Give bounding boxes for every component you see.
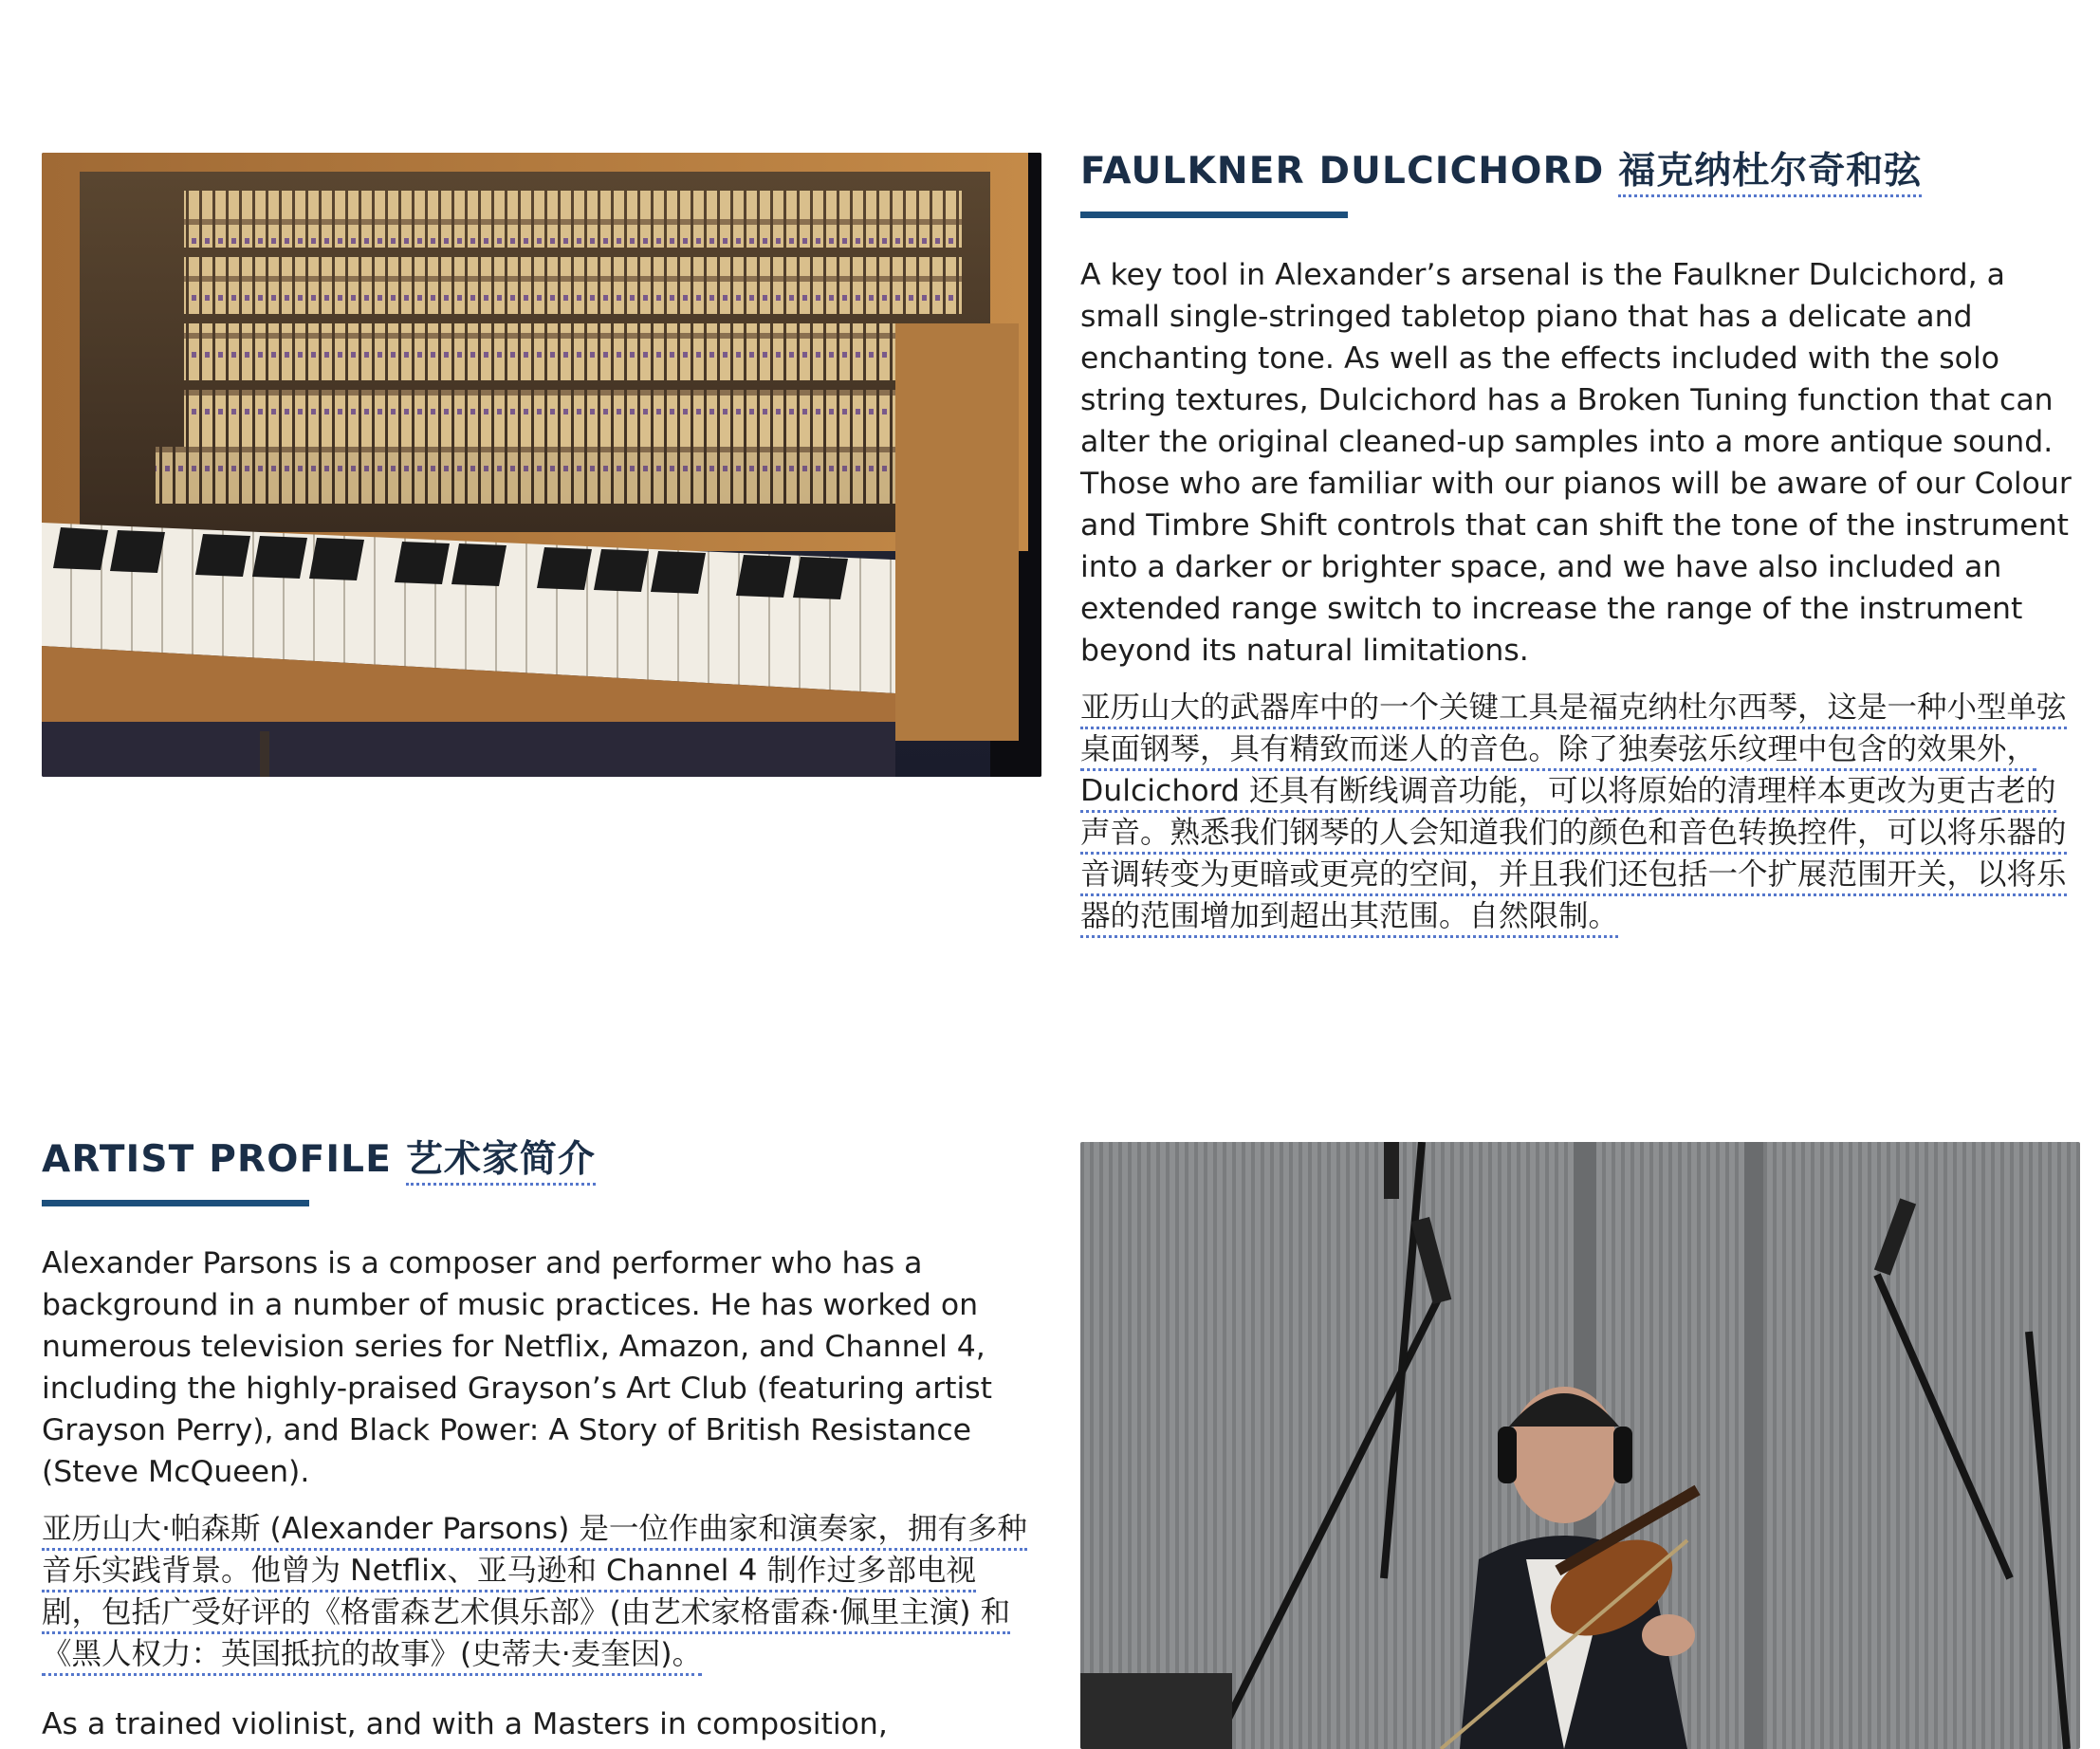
dulcichord-text <box>1080 147 2072 937</box>
dulcichord-heading-underline <box>1080 212 1348 218</box>
artist-photo <box>1080 1142 2080 1749</box>
violinist-studio-illustration <box>1080 1142 2080 1749</box>
artist-heading-underline <box>42 1200 309 1206</box>
artist-body-zh <box>42 1508 1033 1675</box>
dulcichord-heading-en: FAULKNER DULCICHORD <box>1080 150 1605 193</box>
dulcichord-piano-illustration <box>42 153 1041 777</box>
dulcichord-body-en: A key tool in Alexander’s arsenal is the Faulkner Dulcichord, a small single-stringed tabletop piano that has a delicate and enchanting tone. As well as the effects included with the solo string textures, Dulcichord has a Broken Tuning function that can alter the original cleaned-up samples into a more antique sound. Those who are familiar with our pianos will be aware of our Colour and Timbre Shift controls that can shift the tone of the instrument into a darker or brighter space, and we have also included an extended range switch to increase the range of the instrument beyond its natural limitations. <box>1080 258 2072 668</box>
dulcichord-heading <box>1080 147 2072 196</box>
artist-body-en: Alexander Parsons is a composer and performer who has a background in a number of music practices. He has worked on numerous television series for Netflix, Amazon, and Channel 4, including the highly-praised Grayson’s Art Club (featuring artist Grayson Perry), and Black Power: A Story of British Resistance (Steve McQueen). <box>42 1246 993 1489</box>
artist-heading-zh: 艺术家简介 <box>406 1138 596 1186</box>
artist-text <box>42 1135 1033 1745</box>
dulcichord-photo <box>42 153 1041 777</box>
artist-body-zh-text: 亚历山大·帕森斯 (Alexander Parsons) 是一位作曲家和演奏家，拥有多种音乐实践背景。他曾为 Netflix、亚马逊和 Channel 4 制作过多部电视剧，包括广受好评的《格雷森艺术俱乐部》(由艺术家格雷森·佩里主演) 和《黑人权力：英国抵抗的故事》(史蒂夫·麦奎因)。 <box>42 1512 1027 1676</box>
artist-body-en-2: As a trained violinist, and with a Masters in composition, <box>42 1707 888 1741</box>
dulcichord-heading-zh: 福克纳杜尔奇和弦 <box>1618 150 1922 197</box>
artist-heading-en: ARTIST PROFILE <box>42 1138 393 1181</box>
dulcichord-body-zh-text: 亚历山大的武器库中的一个关键工具是福克纳杜尔西琴，这是一种小型单弦桌面钢琴，具有精致而迷人的音色。除了独奏弦乐纹理中包含的效果外，Dulcichord 还具有断线调音功能，可以将原始的清理样本更改为更古老的声音。熟悉我们钢琴的人会知道我们的颜色和音色转换控件，可以将乐器的音调转变为更暗或更亮的空间，并且我们还包括一个扩展范围开关，以将乐器的范围增加到超出其范围。自然限制。 <box>1080 690 2067 938</box>
artist-heading <box>42 1135 1033 1185</box>
dulcichord-body-zh <box>1080 687 2072 937</box>
